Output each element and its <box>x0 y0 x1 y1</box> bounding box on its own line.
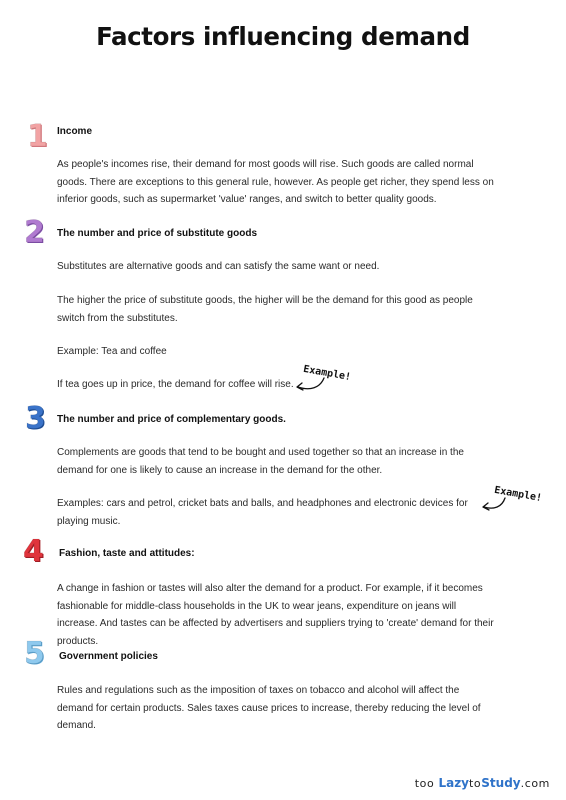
example-annotation: Example! <box>302 363 352 384</box>
section-heading-complements: The number and price of complementary goods. <box>57 414 286 425</box>
section-paragraph: Example: Tea and coffee <box>57 346 167 357</box>
number-five-icon: 5 <box>24 636 45 671</box>
number-three-icon: 3 <box>25 401 46 436</box>
brand-logo: too LazytoStudy.com <box>414 776 550 790</box>
page-title: Factors influencing demand <box>96 22 470 51</box>
section-paragraph: The higher the price of substitute goods, the higher will be the demand for this good as people switch from the substitutes. <box>57 295 473 324</box>
section-paragraph: As people's incomes rise, their demand for most goods will rise. Such goods are called normal goods. There are exceptions to this general rule, however. As people get richer, they spend less on inferior goods, such as supermarket 'value' ranges, and switch to better quality goods. <box>57 159 494 205</box>
number-one-icon: 1 <box>27 119 48 154</box>
curved-arrow-icon <box>292 374 330 394</box>
section-heading-fashion: Fashion, taste and attitudes: <box>59 548 195 559</box>
section-paragraph: Substitutes are alternative goods and can satisfy the same want or need. <box>57 261 380 272</box>
section-paragraph: A change in fashion or tastes will also alter the demand for a product. For example, if it becomes fashionable for middle-class households in the UK to wear jeans, expenditure on jeans will increase. And tastes can be affected by advertisers and suppliers trying to 'create' demand for their products. <box>57 583 494 647</box>
curved-arrow-icon <box>480 494 510 514</box>
number-four-icon: 4 <box>23 534 44 569</box>
section-heading-government: Government policies <box>59 651 158 662</box>
section-paragraph: Rules and regulations such as the imposition of taxes on tobacco and alcohol will affect the demand for certain products. Sales taxes cause prices to increase, thereby reducing the level of demand. <box>57 685 481 731</box>
section-heading-income: Income <box>57 126 93 137</box>
example-annotation: Example! <box>493 484 543 505</box>
section-paragraph: Complements are goods that tend to be bought and used together so that an increase in the demand for one is likely to cause an increase in the demand for the other. <box>57 447 464 476</box>
number-two-icon: 2 <box>24 215 45 250</box>
section-paragraph: If tea goes up in price, the demand for coffee will rise. <box>57 379 294 390</box>
section-paragraph: Examples: cars and petrol, cricket bats and balls, and headphones and electronic devices for playing music. <box>57 498 468 527</box>
section-heading-substitutes: The number and price of substitute goods <box>57 228 258 239</box>
